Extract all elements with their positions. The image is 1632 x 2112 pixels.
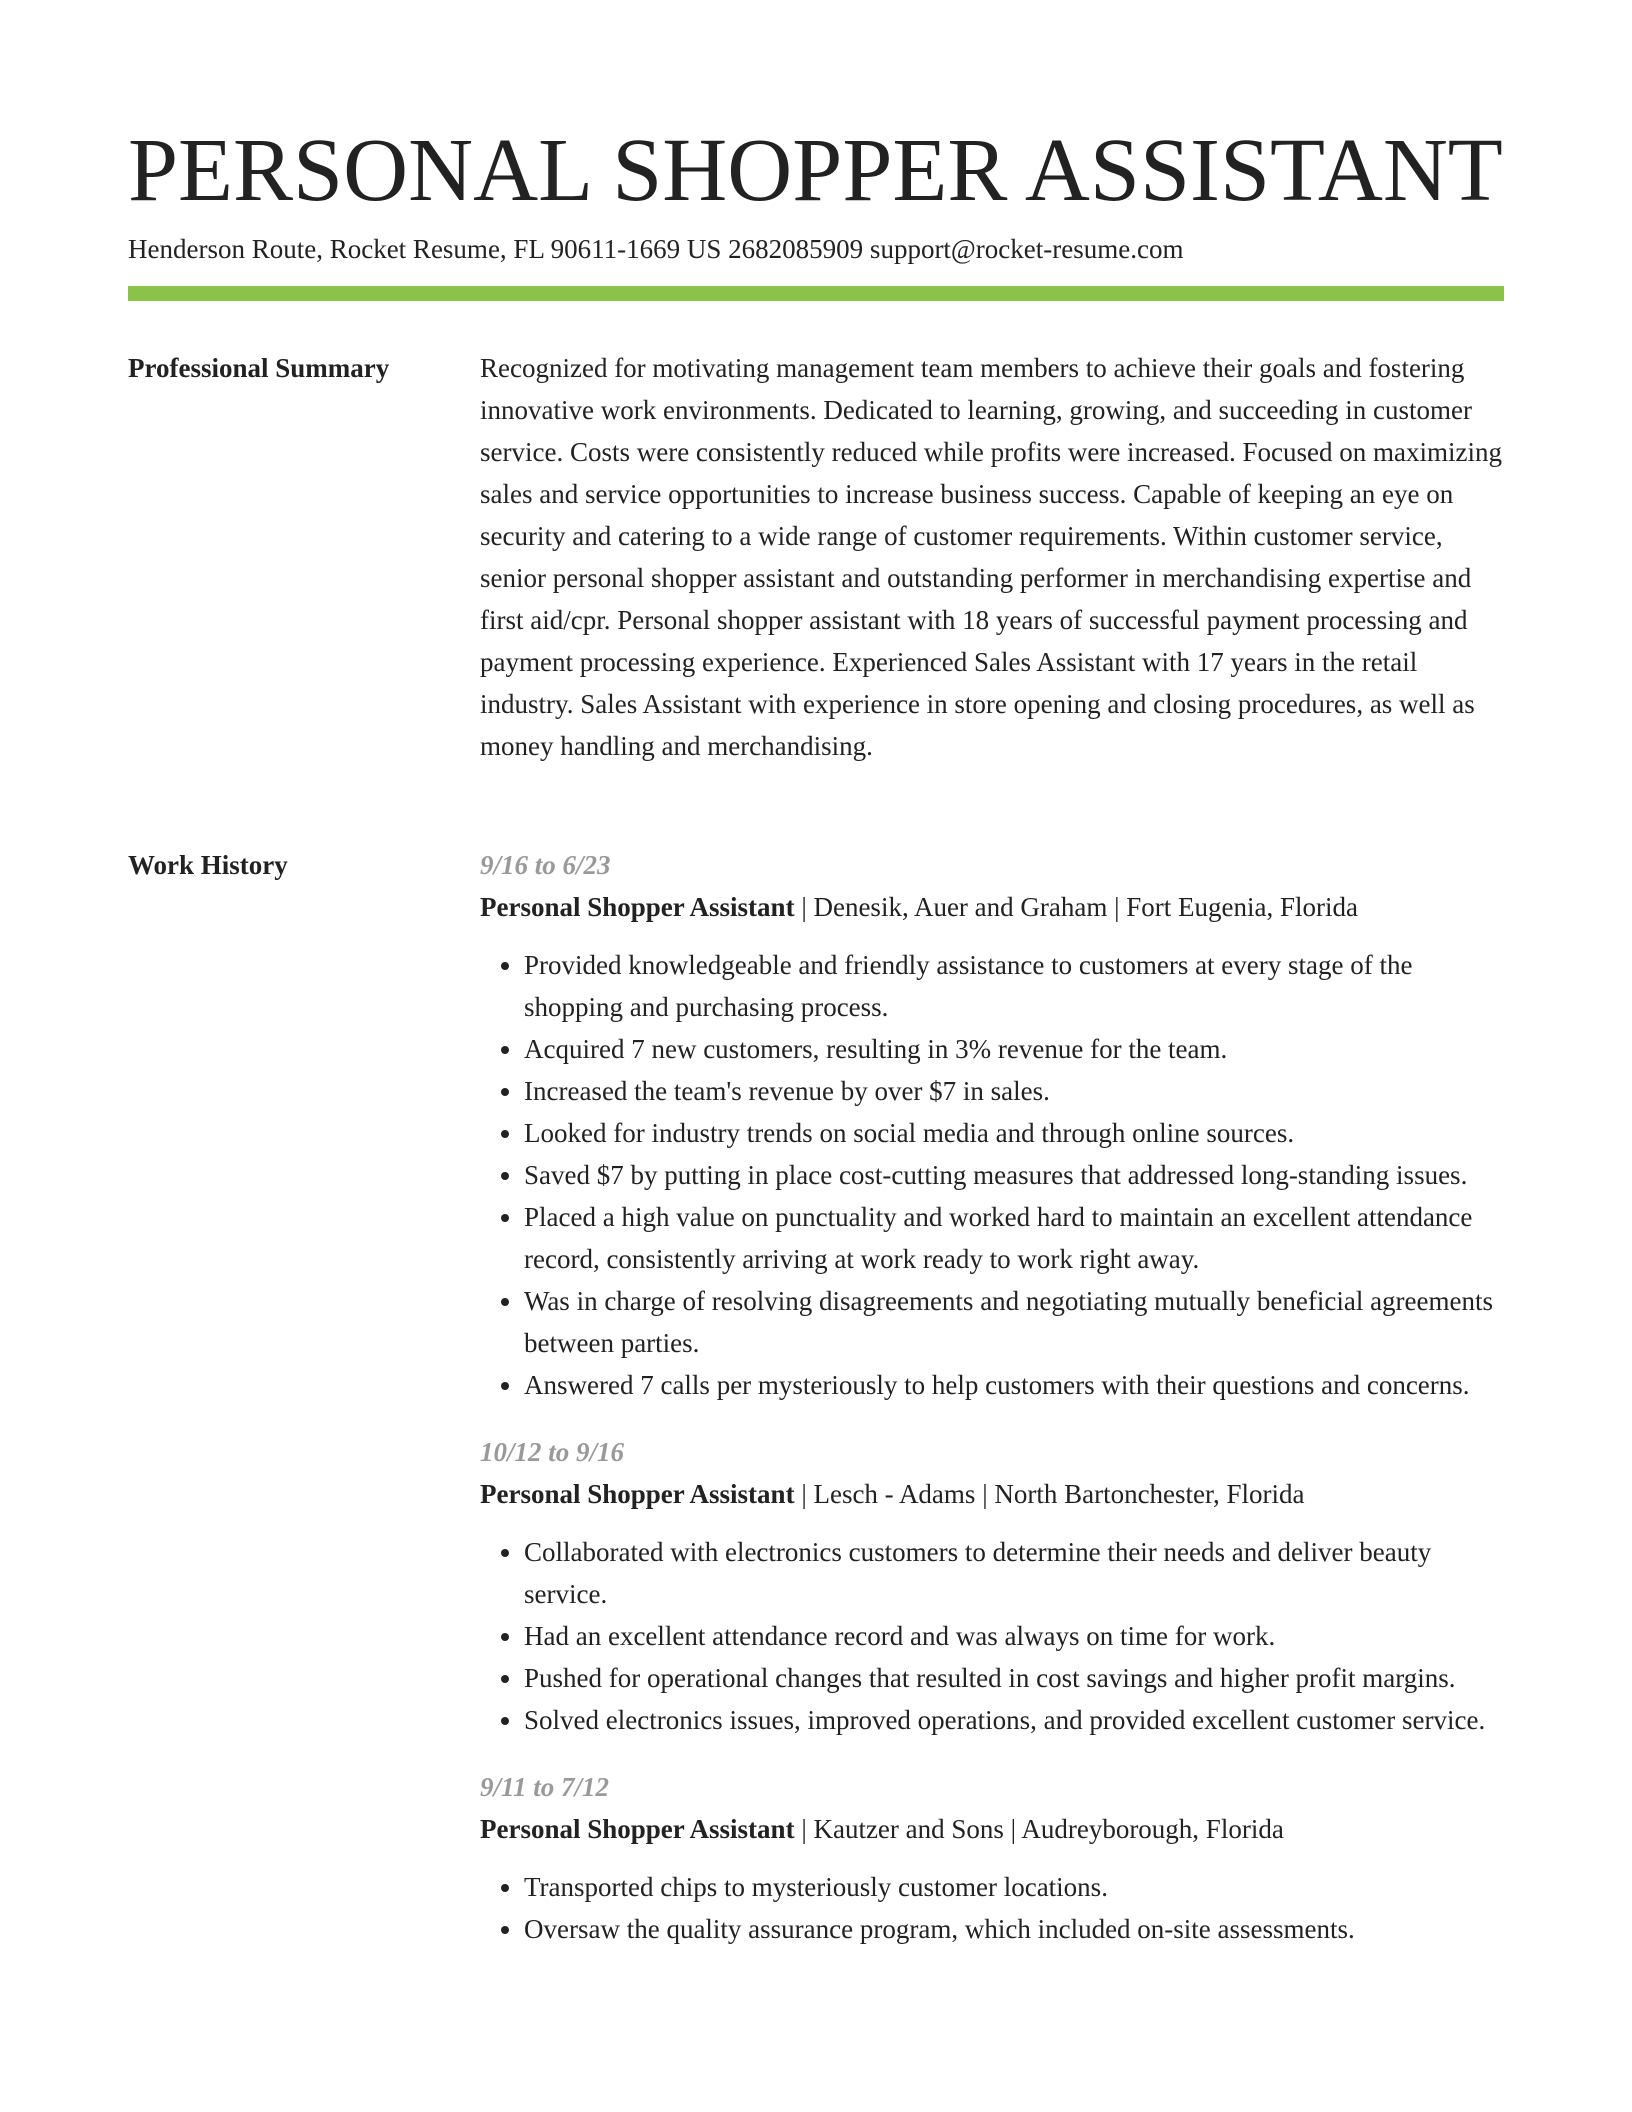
job-entry [480, 1766, 1504, 1950]
job-bullet: • Increased the team's revenue by over $7 in sales. [524, 1070, 1504, 1112]
job-bullet: • Was in charge of resolving disagreements and negotiating mutually beneficial agreements between parties. [524, 1280, 1504, 1364]
resume-name-heading: PERSONAL SHOPPER ASSISTANT [128, 121, 1503, 220]
job-bullet-list [480, 1866, 1504, 1950]
job-title-line [480, 1808, 1504, 1850]
section-label-work-history: Work History [128, 850, 288, 880]
job-separator: | [1003, 1814, 1022, 1844]
job-bullet: • Saved $7 by putting in place cost-cutting measures that addressed long-standing issues. [524, 1154, 1504, 1196]
job-bullet: • Solved electronics issues, improved operations, and provided excellent customer service. [524, 1699, 1504, 1741]
job-company: Lesch - Adams [813, 1479, 976, 1509]
job-entry [480, 844, 1504, 1406]
job-bullet: • Acquired 7 new customers, resulting in 3% revenue for the team. [524, 1028, 1504, 1070]
job-bullet: • Transported chips to mysteriously customer locations. [524, 1866, 1504, 1908]
job-title: Personal Shopper Assistant [480, 1479, 795, 1509]
job-bullet: • Collaborated with electronics customers to determine their needs and deliver beauty service. [524, 1531, 1504, 1615]
job-title-line [480, 886, 1504, 928]
job-separator: | [794, 1814, 814, 1844]
job-location: Audreyborough, Florida [1021, 1814, 1284, 1844]
job-separator: | [794, 892, 814, 922]
job-bullet: • Provided knowledgeable and friendly assistance to customers at every stage of the shopping and purchasing process. [524, 944, 1504, 1028]
job-bullet: • Pushed for operational changes that resulted in cost savings and higher profit margins. [524, 1657, 1504, 1699]
job-location: North Bartonchester, Florida [994, 1479, 1305, 1509]
job-bullet-list [480, 944, 1504, 1406]
job-separator: | [975, 1479, 995, 1509]
job-company: Denesik, Auer and Graham [813, 892, 1108, 922]
summary-text: Recognized for motivating management team members to achieve their goals and fostering innovative work environments. Dedicated to learning, growing, and succeeding in customer service. Costs were consistently reduced while profits were increased. Focused on maximizing sales and service opportunities to increase business success. Capable of keeping an eye on security and catering to a wide range of customer requirements. Within customer service, senior personal shopper assistant and outstanding performer in merchandising expertise and first aid/cpr. Personal shopper assistant with 18 years of successful payment processing and payment processing experience. Experienced Sales Assistant with 17 years in the retail industry. Sales Assistant with experience in store opening and closing procedures, as well as money handling and merchandising. [480, 353, 1502, 761]
job-dates: 9/16 to 6/23 [480, 850, 611, 880]
contact-line: Henderson Route, Rocket Resume, FL 90611-1669 US 2682085909 support@rocket-resume.com [128, 234, 1184, 264]
work-history-body [480, 844, 1504, 1975]
job-separator: | [794, 1479, 814, 1509]
job-company: Kautzer and Sons [813, 1814, 1004, 1844]
job-bullet: • Answered 7 calls per mysteriously to help customers with their questions and concerns. [524, 1364, 1504, 1406]
section-label-summary: Professional Summary [128, 353, 390, 383]
summary-body [480, 347, 1504, 767]
job-title: Personal Shopper Assistant [480, 892, 795, 922]
job-bullet: • Oversaw the quality assurance program, which included on-site assessments. [524, 1908, 1504, 1950]
job-bullet: • Placed a high value on punctuality and worked hard to maintain an excellent attendance record, consistently arriving at work ready to work right away. [524, 1196, 1504, 1280]
job-title-line [480, 1473, 1504, 1515]
job-entry [480, 1431, 1504, 1741]
job-bullet-list [480, 1531, 1504, 1741]
job-separator: | [1107, 892, 1127, 922]
job-title: Personal Shopper Assistant [480, 1814, 795, 1844]
accent-divider [128, 286, 1504, 301]
job-dates: 9/11 to 7/12 [480, 1772, 610, 1802]
job-dates: 10/12 to 9/16 [480, 1437, 625, 1467]
job-location: Fort Eugenia, Florida [1126, 892, 1358, 922]
job-bullet: • Had an excellent attendance record and was always on time for work. [524, 1615, 1504, 1657]
job-bullet: • Looked for industry trends on social media and through online sources. [524, 1112, 1504, 1154]
